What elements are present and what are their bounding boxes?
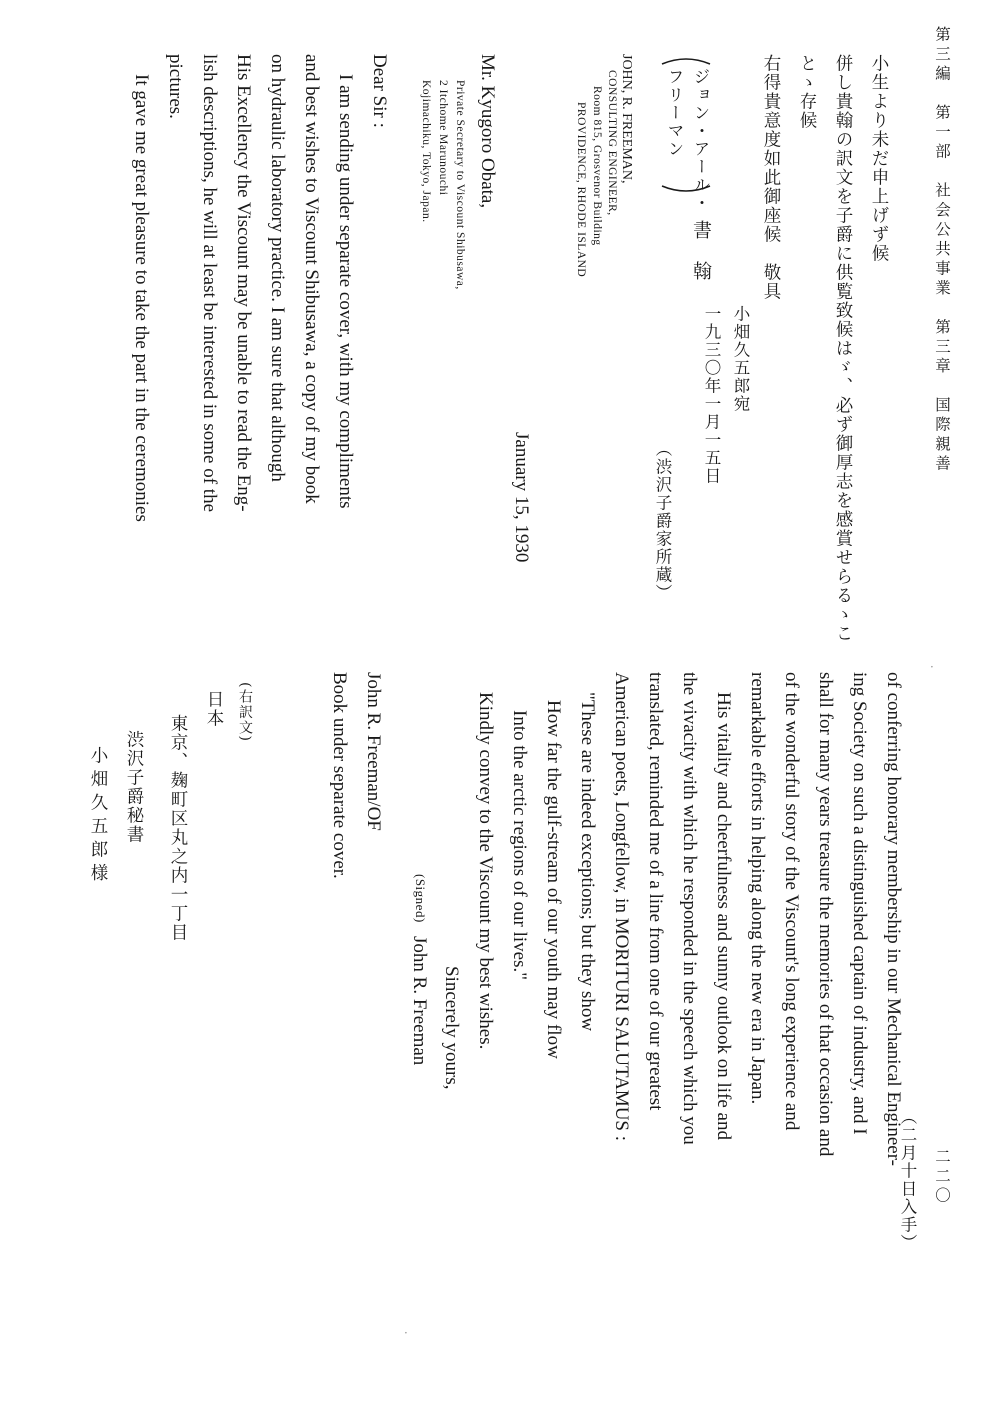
jp-close-addressee: 小畑久五郎宛 (731, 305, 750, 413)
letterhead-name: JOHN, R. FREEMAN, (619, 54, 634, 184)
signed-label: (Signed) (413, 874, 428, 923)
signature: John R. Freeman (409, 936, 430, 1066)
body-line-15: translated, reminded me of a line from one of our greatest (645, 672, 666, 1111)
body-line-8: of conferring honorary membership in our Mechanical Engineer- (883, 672, 904, 1166)
letterhead-address-1: Room 815, Grosvenor Building (591, 86, 603, 246)
body-line-11: of the wonderful story of the Viscount's long experience and (781, 672, 802, 1131)
jp-close-line-1: 小生より未だ申上げず候 (869, 54, 889, 263)
poem-line-3: Into the arctic regions of our lives." (509, 710, 530, 980)
salutation: Dear Sir : (369, 54, 390, 128)
body-line-20: Kindly convey to the Viscount my best wishes. (475, 692, 496, 1050)
jp-close-date: 一九三〇年一月一五日 (702, 305, 721, 485)
scan-speck: · (404, 1326, 408, 1340)
letter-date: January 15, 1930 (511, 432, 532, 563)
body-line-13: His vitality and cheerfulness and sunny outlook on life and (713, 692, 734, 1140)
recipient-address-2: Kojimachiku, Tokyo, Japan. (420, 80, 432, 223)
closing: Sincerely yours, (441, 966, 462, 1090)
received-date: （二月十日入手） (898, 1108, 917, 1252)
recipient-name: Mr. Kyugoro Obata, (477, 54, 498, 209)
body-line-16: American poets, Longfellow, in MORITURI SALUTAMUS : (611, 672, 632, 1142)
body-line-7: It gave me great pleasure to take the part in the ceremonies (131, 74, 152, 522)
sender-kana-line-1: ジョン・アール・ (691, 68, 710, 212)
body-line-6: pictures. (165, 54, 186, 119)
jp-close-line-4: 右得貴意度如此御座候 敬具 (761, 54, 781, 301)
poem-line-2: How far the gulf-stream of our youth may flow (543, 700, 564, 1059)
scan-speck: · (930, 660, 934, 674)
body-line-5: lish descriptions, he will at least be interested in some of the (199, 54, 220, 513)
sender-initials: John R. Freeman/OF (363, 672, 384, 831)
body-line-2: and best wishes to Viscount Shibusawa, a copy of my book (301, 54, 322, 504)
enclosure-note: Book under separate cover. (329, 672, 350, 879)
translation-country: 日本 (204, 690, 224, 728)
body-line-3: on hydraulic laboratory practice. I am sure that although (267, 54, 288, 482)
page-number: 二二〇 (933, 1148, 951, 1207)
translation-label: (右訳文) (237, 682, 253, 743)
sender-kana-bracket (656, 54, 716, 212)
recipient-title: Private Secretary to Viscount Shibusawa, (454, 80, 466, 290)
jp-close-source: （渋沢子爵家所蔵） (653, 440, 672, 602)
body-line-14: the vivacity with which he responded in the speech which you (679, 672, 700, 1145)
jp-close-line-2: 併し貴翰の訳文を子爵に供覧致候はゞ、必ず御厚志を感賞せらるゝこ (833, 54, 853, 643)
doc-type-label: 書 翰 (690, 220, 712, 282)
translation-recipient-name: 小畑久五郎様 (88, 746, 108, 887)
body-line-12: remarkable efforts in helping along the new era in Japan. (747, 672, 768, 1105)
body-line-10: shall for many years treasure the memories of that occasion and (815, 672, 836, 1157)
translation-recipient-title: 渋沢子爵秘書 (124, 730, 144, 844)
letterhead-address-2: PROVIDENCE, RHODE ISLAND (575, 102, 587, 278)
sender-kana-line-2: フリーマン (665, 68, 684, 158)
recipient-address-1: 2 Itchome Marunouchi (437, 80, 449, 196)
running-head: 第三編 第一部 社会公共事業 第三章 国際親善 (933, 26, 951, 475)
letterhead-title: CONSULTING ENGINEER, (606, 70, 618, 216)
body-line-9: ing Society on such a distinguished captain of industry, and I (849, 672, 870, 1135)
poem-line-1: "These are indeed exceptions; but they show (577, 692, 598, 1032)
body-line-1: I am sending under separate cover, with my compliments (335, 74, 356, 509)
body-line-4: His Excellency the Viscount may be unable to read the Eng- (233, 54, 254, 512)
translation-address: 東京、麹町区丸之内一丁目 (168, 714, 188, 942)
jp-close-line-3: とゝ存候 (797, 54, 817, 130)
